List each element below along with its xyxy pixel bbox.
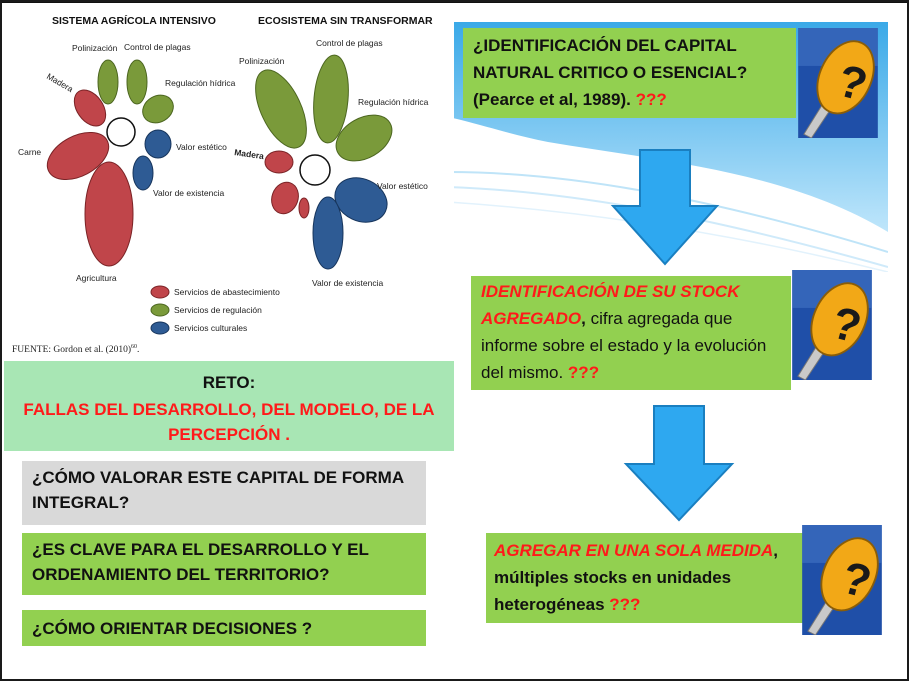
question-clave-desarrollo: ¿ES CLAVE PARA EL DESARROLLO Y EL ORDENAMIENTO DEL TERRITORIO? [22, 533, 426, 595]
stock-marks: ??? [567, 363, 600, 382]
right-label-polinizacion: Polinización [239, 56, 285, 66]
stock-text: cifra agregada que informe sobre el estado y la evolución del mismo. [481, 309, 767, 382]
critical-capital-marks: ??? [635, 90, 667, 109]
right-label-regulacion: Regulación hídrica [358, 97, 429, 107]
left-label-polinizacion: Polinización [72, 43, 118, 53]
critical-capital-text: ¿IDENTIFICACIÓN DEL CAPITAL NATURAL CRITICO O ESENCIAL? (Pearce et al, 1989). [473, 36, 748, 109]
stock-lead: IDENTIFICACIÓN DE SU STOCK AGREGADO [481, 282, 740, 328]
legend-label-abastecimiento: Servicios de abastecimiento [174, 287, 280, 297]
question-orientar-decisiones: ¿CÓMO ORIENTAR DECISIONES ? [22, 610, 426, 646]
left-diagram-title: SISTEMA AGRÍCOLA INTENSIVO [52, 15, 216, 27]
left-label-agricultura: Agricultura [76, 273, 117, 283]
right-diagram-title: ECOSISTEMA SIN TRANSFORMAR [258, 15, 433, 27]
single-measure-comma: , [773, 541, 778, 560]
figure-source: FUENTE: Gordon et al. $(2010)^{60}$. [12, 344, 140, 355]
right-label-madera: Madera [233, 147, 265, 162]
single-measure-marks: ??? [609, 595, 641, 614]
right-label-valor-estetico: Valor estético [377, 181, 428, 191]
left-label-control-plagas: Control de plagas [124, 42, 191, 52]
right-label-valor-existencia: Valor de existencia [312, 278, 384, 288]
legend-label-regulacion: Servicios de regulación [174, 305, 262, 315]
svg-text:?: ? [832, 54, 873, 112]
challenge-subtitle: FALLAS DEL DESARROLLO, DEL MODELO, DE LA PERCEPCIÓN . [23, 400, 435, 444]
challenge-title: RETO: [202, 373, 256, 392]
question-valorar: ¿CÓMO VALORAR ESTE CAPITAL DE FORMA INTEGRAL? [22, 461, 426, 525]
svg-text:?: ? [826, 296, 867, 354]
left-label-valor-estetico: Valor estético [176, 142, 227, 152]
left-label-regulacion: Regulación hídrica [165, 78, 236, 88]
left-label-madera: Madera [45, 71, 75, 95]
single-measure-lead: AGREGAR EN UNA SOLA MEDIDA [494, 541, 774, 560]
left-label-valor-existencia: Valor de existencia [153, 188, 225, 198]
right-label-control-plagas: Control de plagas [316, 38, 383, 48]
stock-comma: , [581, 309, 586, 328]
svg-text:?: ? [836, 551, 877, 609]
left-label-carne: Carne [18, 147, 42, 157]
legend-label-culturales: Servicios culturales [174, 323, 248, 333]
single-measure-text: múltiples stocks en unidades heterogéneas [494, 568, 732, 614]
